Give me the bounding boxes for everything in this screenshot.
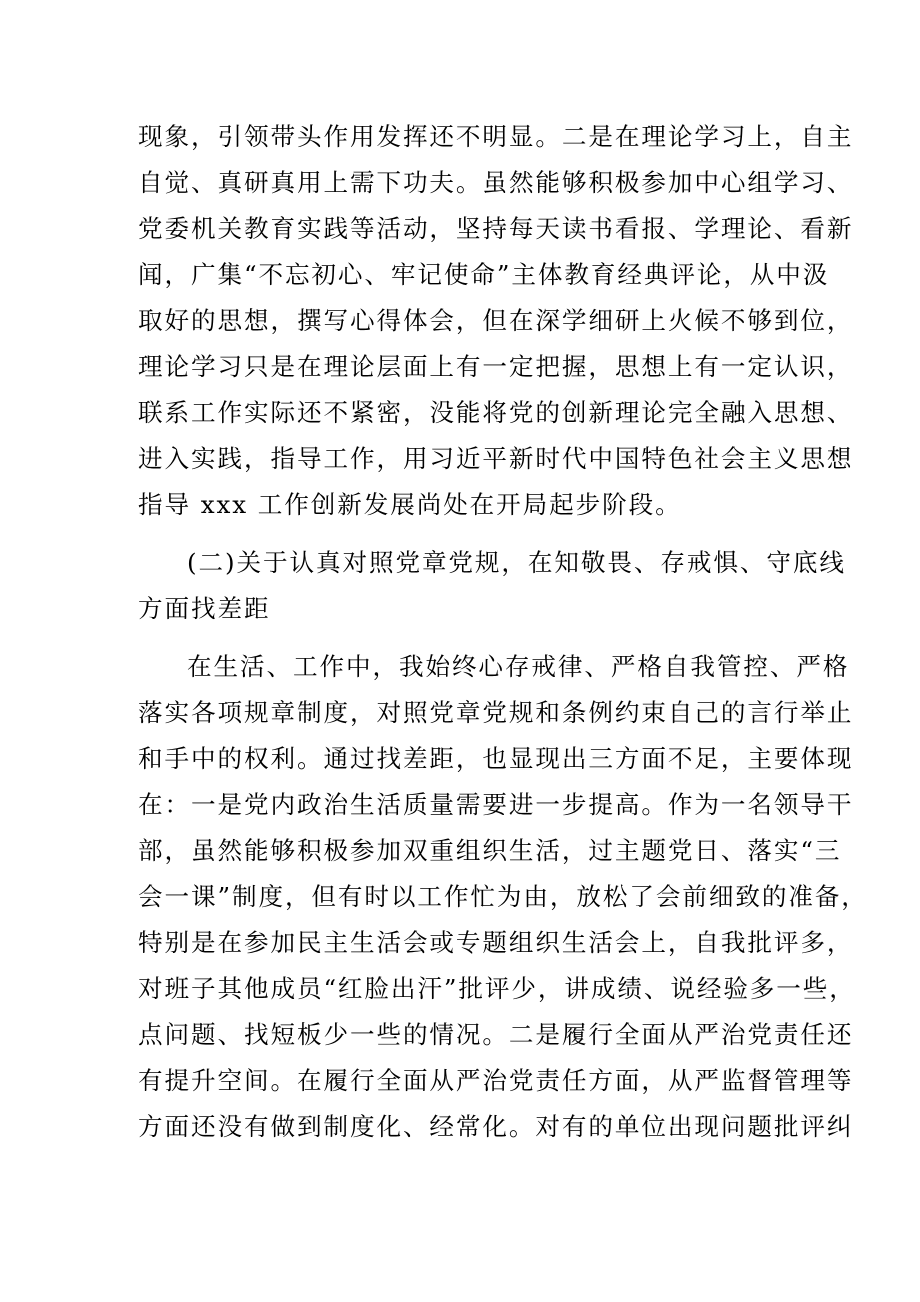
- paragraph-line: 联系工作实际还不紧密，没能将党的创新理论完全融入思想、: [138, 398, 854, 427]
- paragraph-line: 和手中的权利。通过找差距，也显现出三方面不足，主要体现: [138, 744, 854, 773]
- paragraph-line: 会一课”制度，但有时以工作忙为由，放松了会前细致的准备，: [138, 882, 868, 911]
- paragraph-line: 自觉、真研真用上需下功夫。虽然能够积极参加中心组学习、: [138, 168, 854, 197]
- paragraph-line: 在：一是党内政治生活质量需要进一步提高。作为一名领导干: [138, 790, 854, 819]
- section-heading-line: 方面找差距: [138, 594, 271, 623]
- paragraph-line: 在生活、工作中，我始终心存戒律、严格自我管控、严格: [187, 652, 850, 681]
- paragraph-line: 方面还没有做到制度化、经常化。对有的单位出现问题批评纠: [138, 1112, 854, 1141]
- paragraph-line: 取好的思想，撰写心得体会，但在深学细研上火候不够到位，: [138, 306, 854, 335]
- paragraph-line: 指导 xxx 工作创新发展尚处在开局起步阶段。: [138, 490, 682, 519]
- paragraph-line: 对班子其他成员“红脸出汗”批评少，讲成绩、说经验多一些，: [138, 974, 856, 1003]
- paragraph-line: 党委机关教育实践等活动，坚持每天读书看报、学理论、看新: [138, 214, 854, 243]
- paragraph-line: 闻，广集“不忘初心、牢记使命”主体教育经典评论，从中汲: [138, 260, 830, 289]
- paragraph-line: 落实各项规章制度，对照党章党规和条例约束自己的言行举止: [138, 698, 854, 727]
- paragraph-line: 有提升空间。在履行全面从严治党责任方面，从严监督管理等: [138, 1066, 854, 1095]
- paragraph-line: 部，虽然能够积极参加双重组织生活，过主题党日、落实“三: [138, 836, 842, 865]
- paragraph-gap: [138, 528, 784, 540]
- section-heading-line: (二)关于认真对照党章党规，在知敬畏、存戒惧、守底线: [187, 548, 846, 577]
- paragraph-gap: [138, 632, 784, 644]
- document-body: [138, 114, 868, 1150]
- paragraph-line: 点问题、找短板少一些的情况。二是履行全面从严治党责任还: [138, 1020, 854, 1049]
- paragraph-line: 特别是在参加民主生活会或专题组织生活会上，自我批评多，: [138, 928, 854, 957]
- paragraph-line: 进入实践，指导工作，用习近平新时代中国特色社会主义思想: [138, 444, 854, 473]
- paragraph-line: 现象，引领带头作用发挥还不明显。二是在理论学习上，自主: [138, 122, 854, 151]
- paragraph-line: 理论学习只是在理论层面上有一定把握，思想上有一定认识，: [138, 352, 854, 381]
